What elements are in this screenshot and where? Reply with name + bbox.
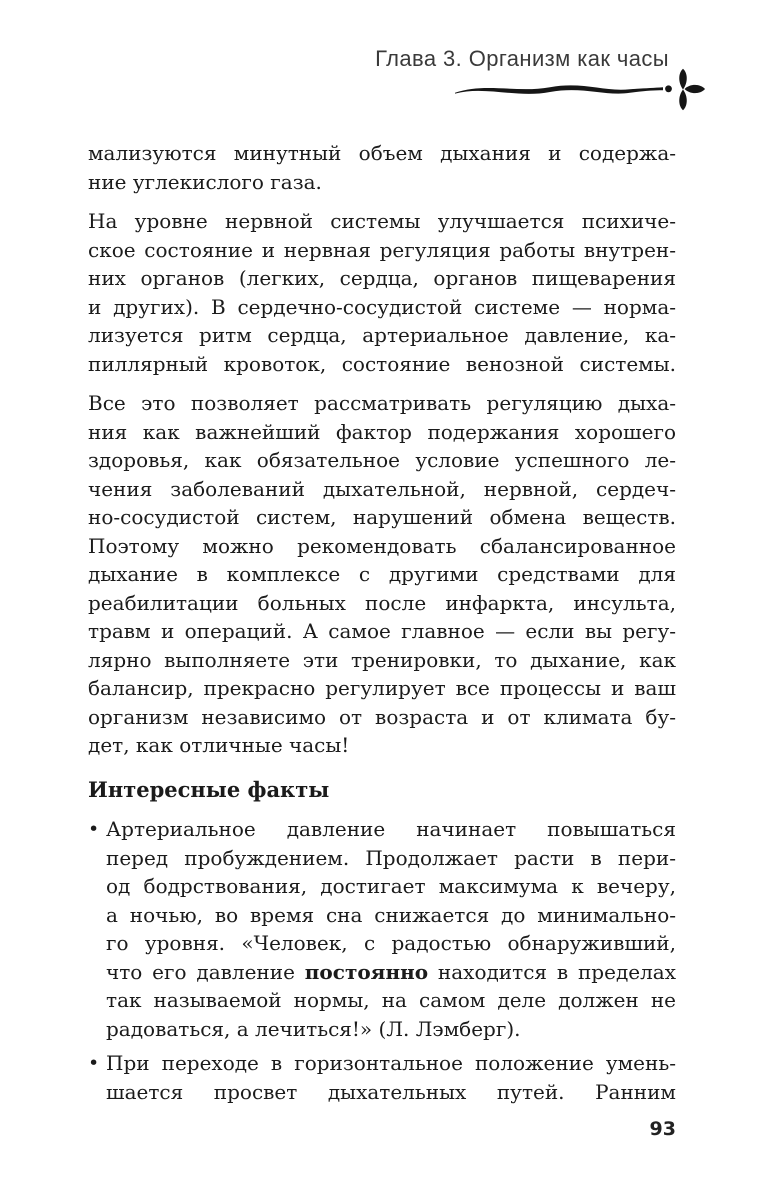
text-line: организм независимо от возраста и от климата бу- — [88, 704, 676, 729]
body-paragraph — [88, 207, 676, 378]
text-line: лярно выполняете эти тренировки, то дыхание, как — [88, 647, 676, 672]
text-line: а ночью, во время сна снижается до минимально- — [106, 902, 676, 927]
text-line: радоваться, а лечиться!» (Л. Лэмберг). — [106, 1016, 521, 1041]
text-line: Все это позволяет рассматривать регуляцию дыха- — [88, 391, 676, 415]
text-line: ния как важнейший фактор подержания хорошего — [88, 419, 676, 444]
section-heading: Интересные факты — [88, 776, 330, 802]
text-line: пиллярный кровоток, состояние венозной системы. — [88, 351, 676, 376]
bullet-marker-icon: • — [88, 1052, 100, 1074]
text-line: ние углекислого газа. — [88, 169, 322, 194]
page-number: 93 — [649, 1118, 676, 1140]
text-line: При переходе в горизонтальное положение умень- — [106, 1051, 676, 1075]
text-line: Артериальное давление начинает повышаться — [106, 817, 676, 841]
bullet-item — [88, 815, 676, 1043]
text-line: и других). В сердечно-сосудистой системе — норма- — [88, 294, 676, 319]
text-line: лизуется ритм сердца, артериальное давление, ка- — [88, 323, 676, 347]
text-line: балансир, прекрасно регулирует все процессы и ваш — [88, 676, 676, 700]
body-paragraph — [88, 389, 676, 760]
text-line: шается просвет дыхательных путей. Ранним — [106, 1079, 676, 1104]
bullet-item — [88, 1049, 676, 1106]
bullet-marker-icon: • — [88, 818, 100, 840]
text-column — [88, 139, 676, 1112]
body-paragraph — [88, 139, 676, 196]
text-line: Поэтому можно рекомендовать сбалансированное — [88, 533, 676, 558]
text-line: но-сосудистой систем, нарушений обмена веществ. — [88, 505, 676, 529]
text-line: На уровне нервной системы улучшается психиче- — [88, 209, 676, 233]
flourish-dot — [665, 85, 672, 92]
flower-petal-down — [679, 90, 687, 111]
text-line: ское состояние и нервная регуляция работы внутрен- — [88, 237, 676, 262]
text-line: них органов (легких, сердца, органов пищеварения — [88, 266, 676, 290]
text-line: мализуются минутный объем дыхания и содержа- — [88, 141, 676, 165]
text-line: од бодрствования, достигает максимума к вечеру, — [106, 874, 676, 898]
text-line: реабилитации больных после инфаркта, инсульта, — [88, 590, 676, 615]
flourish-wave — [455, 85, 663, 94]
text-line: травм и операций. А самое главное — если вы регу- — [88, 619, 676, 643]
text-line: здоровья, как обязательное условие успешного ле- — [88, 448, 676, 472]
text-line: дыхание в комплексе с другими средствами для — [88, 562, 676, 586]
text-line: го уровня. «Человек, с радостью обнаруживший, — [106, 931, 676, 955]
text-line: дет, как отличные часы! — [88, 733, 350, 757]
text-line: перед пробуждением. Продолжает расти в пери- — [106, 845, 676, 870]
chapter-header: Глава 3. Организм как часы — [375, 46, 669, 71]
flower-petal-right — [685, 85, 706, 93]
floral-flourish-icon — [455, 68, 705, 116]
text-line: что его давление постоянно находится в пределах — [106, 959, 676, 984]
text-line: так называемой нормы, на самом деле должен не — [106, 988, 676, 1012]
flower-petal-up — [679, 69, 687, 90]
text-line: чения заболеваний дыхательной, нервной, сердеч- — [88, 476, 676, 501]
